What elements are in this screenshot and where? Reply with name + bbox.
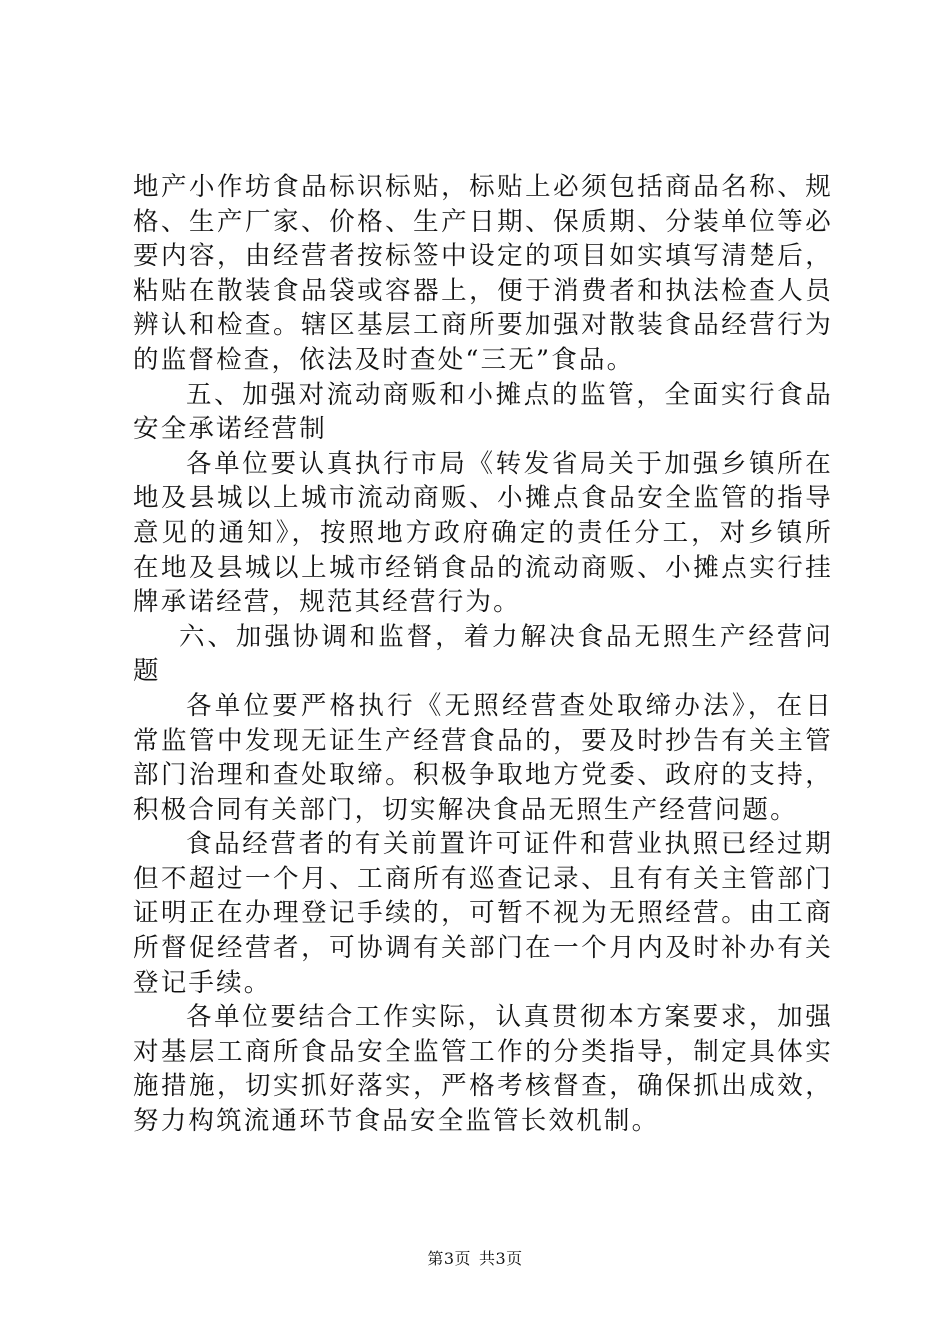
paragraph-section-six-a: 各单位要严格执行《无照经营查处取缔办法》，在日常监管中发现无证生产经营食品的，要及时抄告有关主管部门治理和查处取缔。积极争取地方党委、政府的支持，积极合同有关部门，切实解决食品无照生产经营问题。 bbox=[133, 690, 833, 825]
paragraph-section-six-b: 食品经营者的有关前置许可证件和营业执照已经过期但不超过一个月、工商所有巡查记录、且有有关主管部门证明正在办理登记手续的，可暂不视为无照经营。由工商所督促经营者，可协调有关部门在一个月内及时补办有关登记手续。 bbox=[133, 829, 833, 998]
paragraph-section-five: 各单位要认真执行市局《转发省局关于加强乡镇所在地及县城以上城市流动商贩、小摊点食品安全监管的指导意见的通知》，按照地方政府确定的责任分工，对乡镇所在地及县城以上城市经销食品的流动商贩、小摊点实行挂牌承诺经营，规范其经营行为。 bbox=[133, 448, 833, 618]
page-total: 共3页 bbox=[479, 1249, 523, 1268]
section-heading-five: 五、加强对流动商贩和小摊点的监管，全面实行食品安全承诺经营制 bbox=[133, 379, 833, 445]
section-heading-six: 六、加强协调和监督，着力解决食品无照生产经营问题 bbox=[133, 621, 833, 687]
page-number: 第3页 bbox=[427, 1249, 471, 1268]
page-footer bbox=[0, 1246, 950, 1269]
paragraph-continued: 地产小作坊食品标识标贴，标贴上必须包括商品名称、规格、生产厂家、价格、生产日期、保质期、分装单位等必要内容，由经营者按标签中设定的项目如实填写清楚后，粘贴在散装食品袋或容器上，便于消费者和执法检查人员辨认和检查。辖区基层工商所要加强对散装食品经营行为的监督检查，依法及时查处“三无”食品。 bbox=[133, 172, 833, 375]
paragraph-closing: 各单位要结合工作实际，认真贯彻本方案要求，加强对基层工商所食品安全监管工作的分类指导，制定具体实施措施，切实抓好落实，严格考核督查，确保抓出成效，努力构筑流通环节食品安全监管长效机制。 bbox=[133, 1002, 833, 1137]
document-body bbox=[133, 170, 833, 1139]
